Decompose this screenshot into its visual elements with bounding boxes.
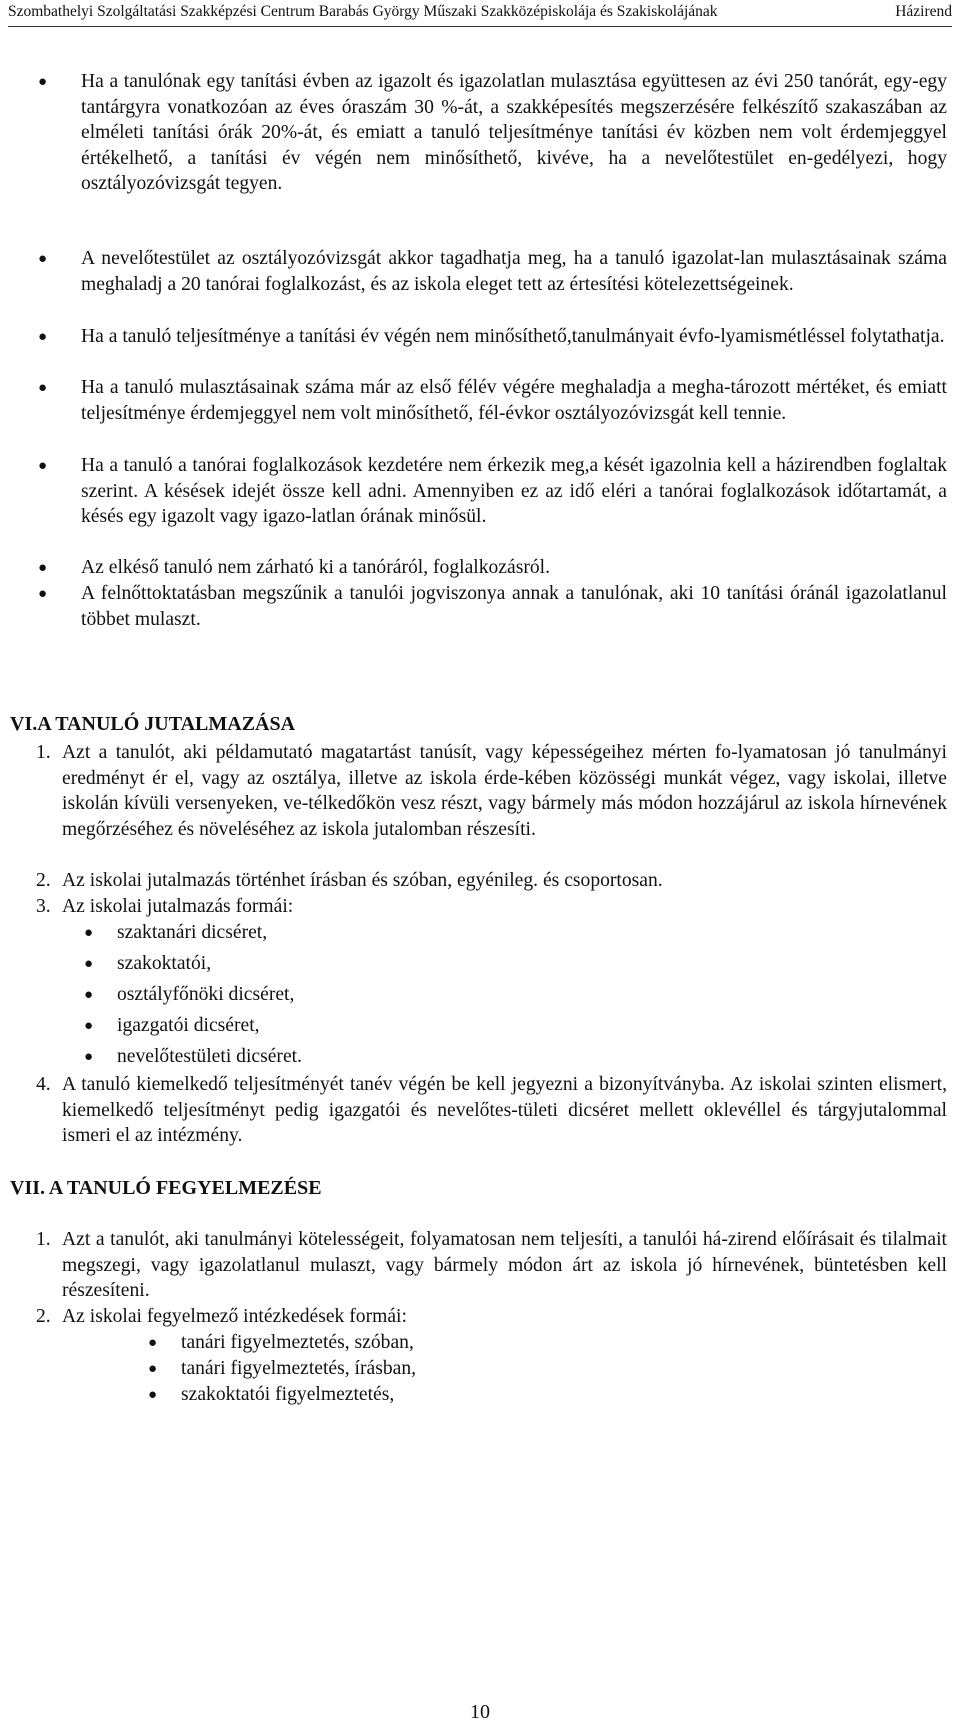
list-item: nevelőtestületi dicséret. [117,1046,302,1067]
bullet-icon: ● [84,987,94,1003]
bullet-icon: ● [38,329,48,345]
bullet-icon: ● [148,1361,158,1377]
item-number: 1. [36,742,51,763]
list-item: Az iskolai jutalmazás történhet írásban és szóban, egyénileg. és csoportosan. [62,870,663,891]
item-number: 2. [36,1306,51,1327]
bullet-icon: ● [38,251,48,267]
list-item: tanári figyelmeztetés, szóban, [181,1332,414,1353]
bullet-icon: ● [38,586,48,602]
list-item: szaktanári dicséret, [117,922,268,943]
list-item: A felnőttoktatásban megszűnik a tanulói jogviszonya annak a tanulónak, aki 10 tanítási óránál igazolatlanul többet mulaszt. [81,583,947,630]
page-number: 10 [470,1701,490,1723]
item-number: 1. [36,1229,51,1250]
section-heading-discipline: VII. A TANULÓ FEGYELMEZÉSE [10,1177,322,1199]
list-item: tanári figyelmeztetés, írásban, [181,1358,417,1379]
bullet-icon: ● [38,74,48,90]
list-item: igazgatói dicséret, [117,1015,260,1036]
list-item: Ha a tanuló a tanórai foglalkozások kezdetére nem érkezik meg,a kését igazolnia kell a házirendben foglaltak szerint. A késések idejét össze kell adni. Amennyiben ez az idő eléri a tanórai foglalkozások időtartamát, a késés egy igazolt vagy igazo-latlan órának minősül. [81,455,947,527]
list-item: Azt a tanulót, aki tanulmányi kötelességeit, folyamatosan nem teljesíti, a tanulói há-zirend előírásait és tilalmait megszegi, vagy igazolatlanul mulaszt, vagy bármely módon árt az iskola jó hírnevének, büntetésben kell részesíteni. [62,1229,947,1301]
bullet-icon: ● [38,380,48,396]
list-item: Az iskolai fegyelmező intézkedések formái: [62,1306,407,1327]
list-item: Ha a tanuló teljesítménye a tanítási év végén nem minősíthető,tanulmányait évfo-lyamismétléssel folytathatja. [81,326,945,347]
section-heading-rewards: VI.A TANULÓ JUTALMAZÁSA [10,713,296,735]
list-item: osztályfőnöki dicséret, [117,984,295,1005]
list-item: Ha a tanuló mulasztásainak száma már az első félév végére meghaladja a megha-tározott mértéket, és emiatt teljesítménye érdemjeggyel nem volt minősíthető, fél-évkor osztályozóvizsgát kell tennie. [81,377,947,424]
list-item: Az iskolai jutalmazás formái: [62,896,294,917]
list-item: szakoktatói figyelmeztetés, [181,1384,395,1405]
list-item: Az elkéső tanuló nem zárható ki a tanóráról, foglalkozásról. [81,557,550,578]
item-number: 3. [36,896,51,917]
bullet-icon: ● [84,956,94,972]
bullet-icon: ● [148,1387,158,1403]
list-item: szakoktatói, [117,953,212,974]
list-item: A tanuló kiemelkedő teljesítményét tanév végén be kell jegyezni a bizonyítványba. Az iskolai szinten elismert, kiemelkedő teljesítményt pedig igazgatói és nevelőtes-tületi dicséret mellett oklevéllel és tárgyjutalommal ismeri el az intézmény. [62,1074,947,1146]
bullet-icon: ● [38,458,48,474]
bullet-icon: ● [84,925,94,941]
page-header [8,0,952,27]
item-number: 4. [36,1074,51,1095]
item-number: 2. [36,870,51,891]
bullet-icon: ● [148,1335,158,1351]
bullet-icon: ● [84,1049,94,1065]
header-document-title: Házirend [895,3,952,20]
bullet-icon: ● [38,560,48,576]
list-item: Azt a tanulót, aki példamutató magatartást tanúsít, vagy képességeihez mérten fo-lyamatosan jó tanulmányi eredményt ér el, vagy az osztálya, illetve az iskola érde-kében közösségi munkát végez, vagy iskolai, illetve iskolán kívüli versenyeken, ve-télkedőkön vesz részt, vagy bármely más módon hozzájárul az iskola hírnevének megőrzéséhez és növeléséhez az iskola jutalomban részesíti. [62,742,947,840]
bullet-icon: ● [84,1018,94,1034]
header-school-name: Szombathelyi Szolgáltatási Szakképzési Centrum Barabás György Műszaki Szakközépiskolája és Szakiskolájának [8,3,718,20]
list-item: A nevelőtestület az osztályozóvizsgát akkor tagadhatja meg, ha a tanuló igazolat-lan mulasztásainak száma meghaladj a 20 tanórai foglalkozást, és az iskola eleget tett az értesítési kötelezettségeinek. [81,248,947,295]
list-item: Ha a tanulónak egy tanítási évben az igazolt és igazolatlan mulasztása együttesen az évi 250 tanórát, egy-egy tantárgyra vonatkozóan az éves óraszám 30 %-át, a szakképesítés megszerzésére felkészítő szakaszában az elméleti tanítási órák 20%-át, és emiatt a tanuló teljesítménye tanítási év közben nem volt érdemjeggyel értékelhető, a tanítási év végén nem minősíthető, kivéve, ha a nevelőtestület en-gedélyezi, hogy osztályozóvizsgát tegyen. [81,71,947,194]
